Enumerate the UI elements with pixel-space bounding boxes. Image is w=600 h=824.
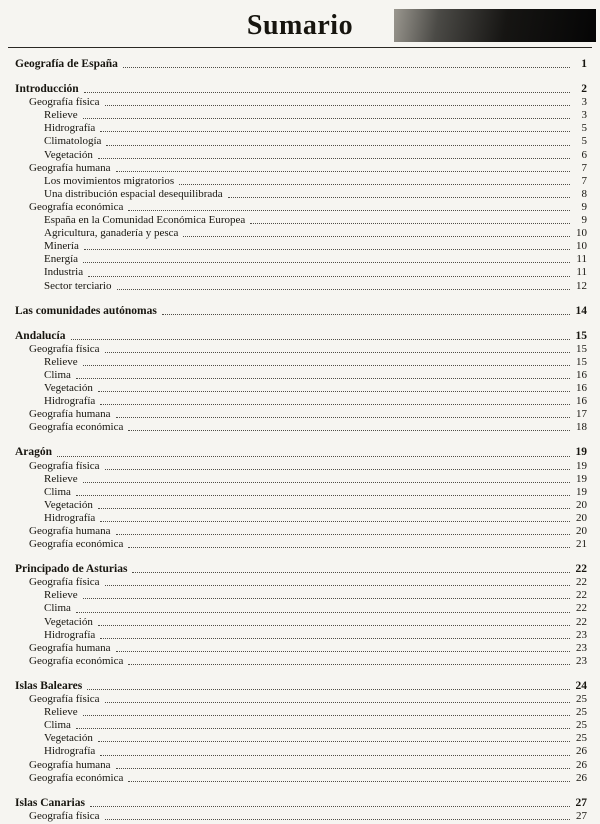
toc-row [15,214,587,227]
toc-page: 19 [575,446,587,459]
toc-page: 27 [575,796,587,809]
toc-label: Minería [44,240,79,253]
dotted-leader [98,508,570,509]
toc-label: Relieve [44,355,78,368]
toc-page: 25 [576,732,587,745]
dotted-leader [105,352,570,353]
toc-label: Geografía física [29,342,100,355]
dotted-leader [100,521,570,522]
toc-page: 12 [576,279,587,292]
toc-row [15,602,587,615]
toc-page: 14 [575,304,587,317]
dotted-leader [76,378,570,379]
toc-row [15,330,587,343]
toc-list [15,58,587,823]
toc-row [15,589,587,602]
dotted-leader [71,339,571,340]
toc-page: 11 [576,253,587,266]
toc-row [15,499,587,512]
dotted-leader [100,638,570,639]
toc-row [15,109,587,122]
toc-label: Los movimientos migratorios [44,174,175,187]
toc-page: 19 [576,485,587,498]
dotted-leader [100,131,570,132]
dotted-leader [128,210,570,211]
dotted-leader [116,417,570,418]
toc-row [15,240,587,253]
toc-label: Hidrografía [44,628,96,641]
toc-row [15,382,587,395]
toc-label: Geografía humana [29,525,111,537]
toc-row [15,693,587,706]
toc-row [15,96,587,109]
toc-row [15,486,587,499]
toc-row [15,253,587,266]
toc-label: Geografía física [29,576,100,589]
toc-page: 3 [581,109,587,122]
toc-page: 16 [576,368,587,381]
toc-row [15,538,587,551]
dotted-leader [83,598,570,599]
toc-label: Vegetación [44,382,93,395]
dotted-leader [128,547,570,548]
toc-page: 7 [581,161,587,174]
dotted-leader [116,534,570,535]
dotted-leader [83,365,570,366]
dotted-leader [105,819,570,820]
toc-row [15,305,587,318]
toc-label: Geografía humana [29,641,111,654]
dotted-leader [183,236,570,237]
toc-label: Vegetación [44,615,93,628]
dotted-leader [98,625,570,626]
toc-row [15,201,587,214]
dotted-leader [106,145,570,146]
toc-row [15,135,587,148]
dotted-leader [105,585,570,586]
toc-row [15,408,587,421]
toc-page: 16 [576,382,587,395]
dotted-leader [100,755,570,756]
toc-page: 9 [581,200,587,213]
toc-page: 8 [581,187,587,200]
toc-row [15,473,587,486]
toc-label: Agricultura, ganadería y pesca [44,227,179,240]
toc-row [15,719,587,732]
toc-label: Sector terciario [44,279,112,292]
toc-page: 15 [575,329,587,342]
dotted-leader [83,262,570,263]
toc-page: 20 [576,511,587,524]
toc-page: 3 [581,96,587,109]
toc-page: 1 [581,58,587,70]
toc-page: 19 [576,472,587,485]
dotted-leader [128,781,570,782]
toc-page: 23 [576,654,587,667]
toc-row [15,576,587,589]
toc-label: Introducción [15,83,79,96]
dotted-leader [128,430,570,431]
toc-label: Industria [44,266,84,279]
toc-page: 25 [576,706,587,719]
toc-row [15,280,587,293]
toc-label: Geografía humana [29,161,111,174]
toc-page: 26 [576,758,587,771]
toc-row [15,395,587,408]
dotted-leader [90,806,570,807]
toc-row [15,149,587,162]
toc-label: Relieve [44,109,78,122]
toc-page: 6 [581,148,587,161]
toc-row [15,810,587,823]
toc-label: Vegetación [44,148,93,161]
toc-row [15,266,587,279]
toc-row [15,421,587,434]
toc-label: Una distribución espacial desequilibrada [44,187,223,200]
toc-label: Clima [44,719,71,732]
toc-row [15,460,587,473]
dotted-leader [105,702,570,703]
dotted-leader [98,158,570,159]
dotted-leader [116,768,570,769]
toc-row [15,680,587,693]
toc-label: Geografía humana [29,758,111,771]
toc-row [15,369,587,382]
toc-label: Islas Baleares [15,679,83,692]
toc-label: Clima [44,368,71,381]
toc-row [15,122,587,135]
dotted-leader [179,184,570,185]
dotted-leader [87,689,570,690]
dotted-leader [76,495,570,496]
toc-page: 2 [581,83,587,96]
toc-row [15,58,587,71]
toc-label: Islas Canarias [15,796,85,809]
toc-label: Geografía económica [29,654,124,667]
toc-label: Climatología [44,135,102,148]
header-rule [8,47,592,48]
dotted-leader [83,715,570,716]
toc-label: Geografía económica [29,538,124,551]
toc-page: 27 [576,809,587,822]
toc-page: 20 [576,525,587,537]
toc-label: Relieve [44,472,78,485]
toc-row [15,162,587,175]
toc-page: 20 [576,498,587,511]
dotted-leader [228,197,570,198]
toc-label: Relieve [44,706,78,719]
toc-row [15,772,587,785]
toc-label: Aragón [15,446,53,459]
toc-row [15,446,587,459]
toc-page: 9 [581,214,587,227]
dotted-leader [105,105,570,106]
toc-page: 17 [576,408,587,421]
dotted-leader [88,276,570,277]
toc-label: Geografía de España [15,58,118,70]
toc-row [15,175,587,188]
dotted-leader [128,664,570,665]
dotted-leader [98,741,570,742]
dotted-leader [100,404,570,405]
toc-page: 16 [576,395,587,408]
toc-label: Energía [44,253,79,266]
toc-page: 23 [576,628,587,641]
toc-page: 23 [576,641,587,654]
toc-label: Vegetación [44,498,93,511]
toc-row [15,83,587,96]
toc-page: 22 [576,576,587,589]
toc-label: Vegetación [44,732,93,745]
toc-row [15,512,587,525]
toc-label: Geografía física [29,693,100,706]
dotted-leader [76,612,570,613]
toc-page: 22 [575,563,587,576]
toc-page: 26 [576,771,587,784]
toc-page: 25 [576,719,587,732]
dotted-leader [84,249,570,250]
dotted-leader [123,67,570,68]
toc-page: 19 [576,459,587,472]
toc-page: 22 [576,589,587,602]
toc-page: 10 [576,240,587,253]
toc-label: Principado de Asturias [15,563,128,576]
dotted-leader [83,118,570,119]
dotted-leader [117,289,571,290]
dotted-leader [84,92,570,93]
toc-page: 11 [576,266,587,279]
toc-page: 25 [576,693,587,706]
page-title: Sumario [246,10,354,41]
toc-label: Geografía económica [29,421,124,434]
dotted-leader [98,391,570,392]
title-bar [8,7,592,45]
toc-label: Andalucía [15,329,66,342]
toc-label: Geografía física [29,459,100,472]
toc-row [15,563,587,576]
toc-label: Geografía humana [29,408,111,421]
toc-label: Hidrografía [44,395,96,408]
toc-page: 10 [576,227,587,240]
dotted-leader [116,171,570,172]
toc-row [15,759,587,772]
toc-label: Las comunidades autónomas [15,304,157,317]
toc-label: España en la Comunidad Económica Europea [44,214,246,227]
toc-label: Clima [44,602,71,615]
toc-row [15,343,587,356]
toc-page: 26 [576,745,587,758]
toc-row [15,642,587,655]
toc-row [15,797,587,810]
toc-label: Geografía económica [29,200,124,213]
dotted-leader [83,482,570,483]
toc-label: Clima [44,485,71,498]
toc-row [15,629,587,642]
toc-label: Hidrografía [44,745,96,758]
toc-label: Relieve [44,589,78,602]
toc-row [15,732,587,745]
toc-row [15,706,587,719]
toc-page: 5 [581,135,587,148]
toc-row [15,525,587,538]
document-page [0,7,600,824]
toc-page: 15 [576,342,587,355]
dotted-leader [116,651,570,652]
toc-row [15,227,587,240]
dotted-leader [132,572,570,573]
toc-row [15,356,587,369]
toc-page: 22 [576,615,587,628]
dotted-leader [250,223,570,224]
toc-row [15,745,587,758]
toc-label: Geografía física [29,809,100,822]
toc-page: 24 [575,679,587,692]
toc-page: 5 [581,122,587,135]
toc-row [15,188,587,201]
toc-label: Geografía física [29,96,100,109]
toc-page: 21 [576,538,587,551]
dotted-leader [162,314,570,315]
toc-row [15,616,587,629]
toc-page: 15 [576,355,587,368]
dotted-leader [76,728,570,729]
toc-page: 7 [581,174,587,187]
toc-label: Geografía económica [29,771,124,784]
toc-page: 22 [576,602,587,615]
toc-label: Hidrografía [44,122,96,135]
dotted-leader [105,469,570,470]
toc-page: 18 [576,421,587,434]
toc-row [15,655,587,668]
title-bar-shading [394,9,596,42]
toc-label: Hidrografía [44,511,96,524]
dotted-leader [57,456,570,457]
